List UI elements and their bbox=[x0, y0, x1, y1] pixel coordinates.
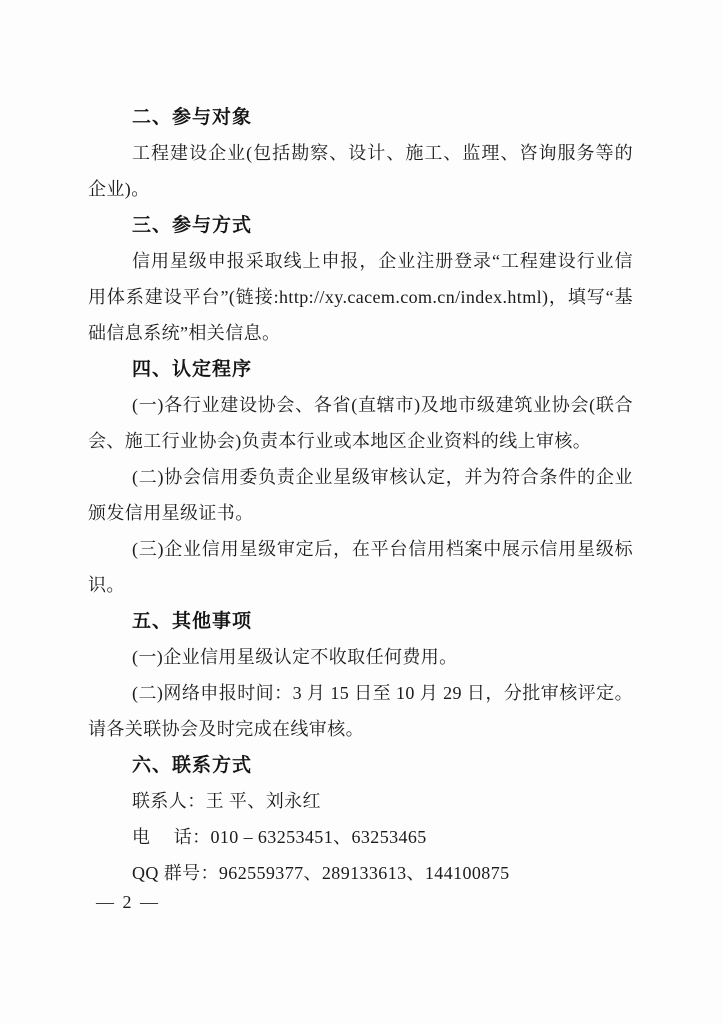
page-number: — 2 — bbox=[96, 892, 160, 912]
section-heading: 二、参与对象 bbox=[132, 106, 253, 128]
section-accreditation-procedure bbox=[88, 351, 633, 603]
section-heading: 三、参与方式 bbox=[132, 214, 253, 236]
paragraph: (一)企业信用星级认定不收取任何费用。 bbox=[132, 647, 458, 667]
paragraph: 信用星级申报采取线上申报，企业注册登录“工程建设行业信用体系建设平台”(链接:http://xy.cacem.com.cn/index.html)，填写“基础信息系统”相关信息。 bbox=[88, 251, 633, 343]
document-content bbox=[88, 99, 633, 891]
contact-phone-line: 电 话：010 – 63253451、63253465 bbox=[132, 827, 427, 847]
paragraph: (二)协会信用委负责企业星级审核认定，并为符合条件的企业颁发信用星级证书。 bbox=[88, 467, 633, 523]
paragraph: 工程建设企业(包括勘察、设计、施工、监理、咨询服务等的企业)。 bbox=[88, 143, 633, 199]
paragraph: (一)各行业建设协会、各省(直辖市)及地市级建筑业协会(联合会、施工行业协会)负责本行业或本地区企业资料的线上审核。 bbox=[88, 395, 633, 451]
section-contact-info bbox=[88, 747, 633, 891]
contact-qq-line: QQ 群号：962559377、289133613、144100875 bbox=[132, 863, 510, 883]
section-heading: 四、认定程序 bbox=[132, 358, 253, 380]
section-heading: 六、联系方式 bbox=[132, 754, 253, 776]
section-participation-target bbox=[88, 99, 633, 207]
section-heading: 五、其他事项 bbox=[132, 610, 253, 632]
paragraph: (二)网络申报时间：3 月 15 日至 10 月 29 日，分批审核评定。请各关联协会及时完成在线审核。 bbox=[88, 683, 633, 739]
section-participation-method bbox=[88, 207, 633, 351]
section-other-matters bbox=[88, 603, 633, 747]
paragraph: (三)企业信用星级审定后，在平台信用档案中展示信用星级标识。 bbox=[88, 539, 633, 595]
contact-person-line: 联系人：王 平、刘永红 bbox=[132, 791, 321, 811]
